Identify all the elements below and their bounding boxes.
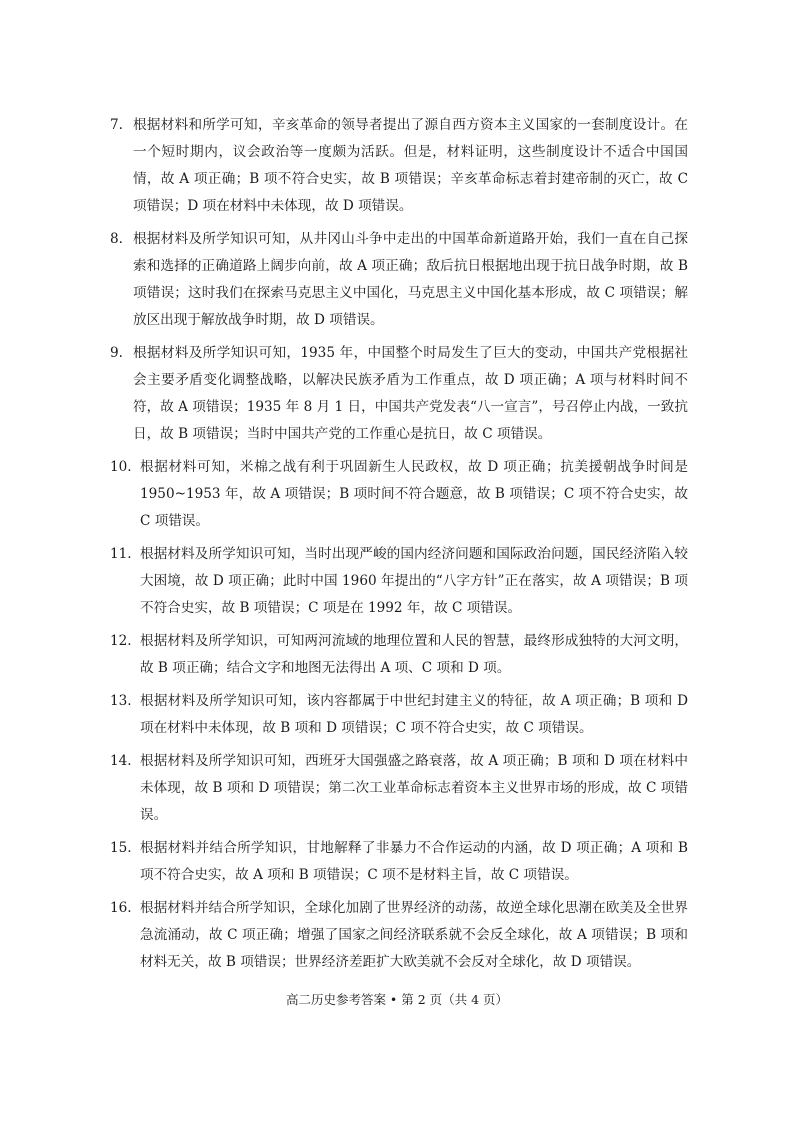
answer-list bbox=[110, 112, 688, 982]
answer-text: 根据材料及所学知识可知，西班牙大国强盛之路衰落，故 A 项正确；B 项和 D 项在材料中未体现，故 B 项和 D 项错误；第二次工业革命标志着资本主义世界市场的形成，故 C 项错误。 bbox=[140, 753, 688, 823]
answer-item-15 bbox=[110, 835, 688, 889]
answer-number: 10. bbox=[110, 459, 132, 475]
answer-text: 根据材料并结合所学知识，甘地解释了非暴力不合作运动的内涵，故 D 项正确；A 项和 B 项不符合史实，故 A 项和 B 项错误；C 项不是材料主旨，故 C 项错误。 bbox=[140, 840, 688, 883]
answer-item-7 bbox=[110, 112, 688, 220]
answer-item-14 bbox=[110, 748, 688, 829]
answer-number: 9. bbox=[110, 345, 123, 361]
answer-number: 8. bbox=[110, 231, 123, 247]
answer-item-13 bbox=[110, 688, 688, 742]
answer-text: 根据材料及所学知识可知，从井冈山斗争中走出的中国革命新道路开始，我们一直在自己探索和选择的正确道路上阔步向前，故 A 项正确；敌后抗日根据地出现于抗日战争时期，故 B 项错误；这时我们在探索马克思主义中国化，马克思主义中国化基本形成，故 C 项错误；解放区出现于解放战争时期，故 D 项错误。 bbox=[133, 231, 688, 328]
page-footer: 高二历史参考答案 • 第 2 页（共 4 页） bbox=[285, 992, 509, 1007]
answer-number: 14. bbox=[110, 753, 132, 769]
answer-number: 11. bbox=[110, 546, 132, 562]
answer-number: 12. bbox=[110, 633, 132, 649]
answer-number: 7. bbox=[110, 117, 123, 133]
answer-text: 根据材料及所学知识，可知两河流域的地理位置和人民的智慧，最终形成独特的大河文明，故 B 项正确；结合文字和地图无法得出 A 项、C 项和 D 项。 bbox=[140, 633, 688, 676]
answer-text: 根据材料可知，米棉之战有利于巩固新生人民政权，故 D 项正确；抗美援朝战争时间是 1950~1953 年，故 A 项错误；B 项时间不符合题意，故 B 项错误；C 项不符合史实，故 C 项错误。 bbox=[140, 459, 688, 529]
answer-item-9 bbox=[110, 340, 688, 448]
answer-text: 根据材料及所学知识可知，该内容都属于中世纪封建主义的特征，故 A 项正确；B 项和 D 项在材料中未体现，故 B 项和 D 项错误；C 项不符合史实，故 C 项错误。 bbox=[140, 693, 688, 736]
answer-item-11 bbox=[110, 541, 688, 622]
answer-number: 16. bbox=[110, 900, 132, 916]
answer-text: 根据材料及所学知识可知，当时出现严峻的国内经济问题和国际政治问题，国民经济陷入较大困境，故 D 项正确；此时中国 1960 年提出的“八字方针”正在落实，故 A 项错误；B 项不符合史实，故 B 项错误；C 项是在 1992 年，故 C 项错误。 bbox=[140, 546, 688, 616]
answer-item-10 bbox=[110, 454, 688, 535]
answer-text: 根据材料并结合所学知识，全球化加剧了世界经济的动荡，故逆全球化思潮在欧美及全世界急流涌动，故 C 项正确；增强了国家之间经济联系就不会反全球化，故 A 项错误；B 项和材料无关，故 B 项错误；世界经济差距扩大欧美就不会反对全球化，故 D 项错误。 bbox=[140, 900, 688, 970]
answer-number: 13. bbox=[110, 693, 132, 709]
answer-number: 15. bbox=[110, 840, 132, 856]
answer-item-16 bbox=[110, 895, 688, 976]
answer-item-8 bbox=[110, 226, 688, 334]
answer-text: 根据材料及所学知识可知，1935 年，中国整个时局发生了巨大的变动，中国共产党根据社会主要矛盾变化调整战略，以解决民族矛盾为工作重点，故 D 项正确；A 项与材料时间不符，故 A 项错误；1935 年 8 月 1 日，中国共产党发表“八一宣言”，号召停止内战，一致抗日，故 B 项错误；当时中国共产党的工作重心是抗日，故 C 项错误。 bbox=[133, 345, 688, 442]
answer-item-12 bbox=[110, 628, 688, 682]
answer-text: 根据材料和所学可知，辛亥革命的领导者提出了源自西方资本主义国家的一套制度设计。在一个短时期内，议会政治等一度颇为活跃。但是，材料证明，这些制度设计不适合中国国情，故 A 项正确；B 项不符合史实，故 B 项错误；辛亥革命标志着封建帝制的灭亡，故 C 项错误；D 项在材料中未体现，故 D 项错误。 bbox=[133, 117, 688, 214]
